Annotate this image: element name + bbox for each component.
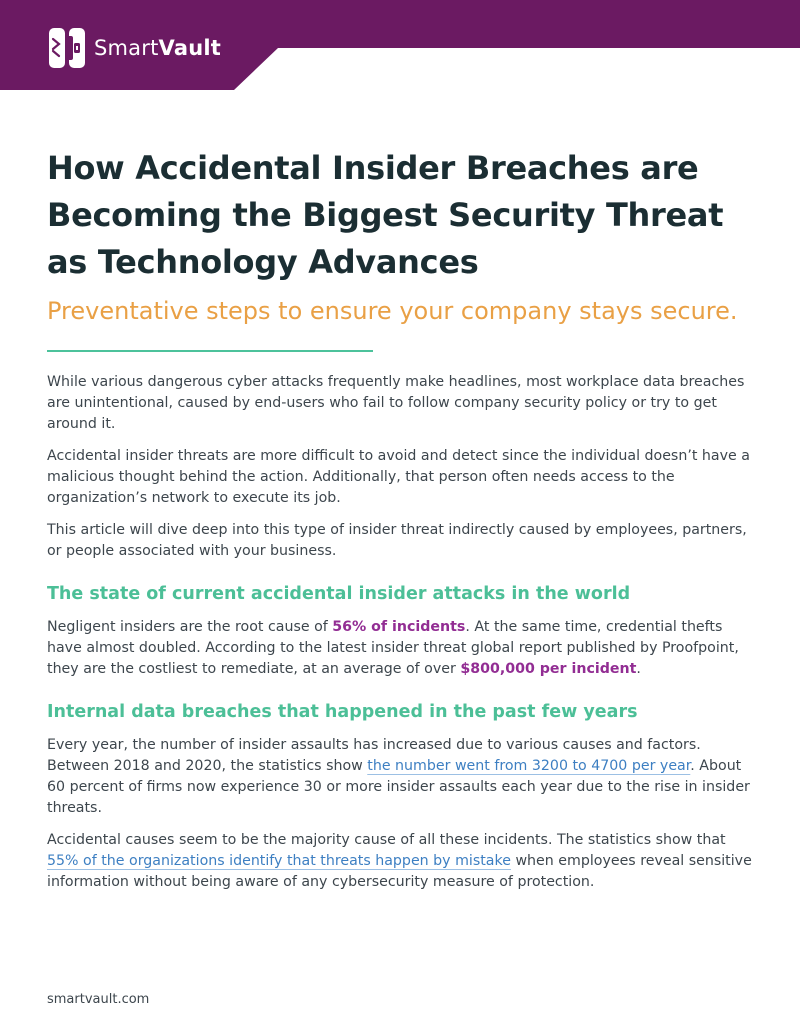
section2-paragraph-2: Accidental causes seem to be the majority cause of all these incidents. The statistics show that 55% of the organizations identify that threats happen by mistake when employees reveal sensitive information without being aware of any cybersecurity measure of protection. xyxy=(47,832,752,890)
smartvault-logo-icon xyxy=(48,27,86,69)
article xyxy=(47,145,752,904)
article-title: How Accidental Insider Breaches are Becoming the Biggest Security Threat as Technology Advances xyxy=(47,149,724,281)
stat-highlight-cost: $800,000 per incident xyxy=(460,661,637,677)
section2-paragraph-1: Every year, the number of insider assaults has increased due to various causes and factors. Between 2018 and 2020, the statistics show the number went from 3200 to 4700 per year. About 60 percent of firms now experience 30 or more insider assaults each year due to the rise in insider threats. xyxy=(47,737,750,816)
link-mistake-threats-stats[interactable]: 55% of the organizations identify that threats happen by mistake xyxy=(47,853,511,869)
smartvault-wordmark: SmartVault xyxy=(94,36,221,60)
link-insider-assault-stats[interactable]: the number went from 3200 to 4700 per year xyxy=(367,758,691,774)
smartvault-logo[interactable] xyxy=(48,27,221,69)
section-heading-past-breaches: Internal data breaches that happened in the past few years xyxy=(47,702,638,722)
intro-paragraph-3: This article will dive deep into this type of insider threat indirectly caused by employees, partners, or people associated with your business. xyxy=(47,522,747,559)
stat-highlight-incidents: 56% of incidents xyxy=(332,619,466,635)
title-divider xyxy=(47,350,373,352)
footer-url[interactable]: smartvault.com xyxy=(47,992,150,1007)
intro-paragraph-1: While various dangerous cyber attacks frequently make headlines, most workplace data breaches are unintentional, caused by end-users who fail to follow company security policy or try to get around it. xyxy=(47,374,745,432)
section-heading-current-attacks: The state of current accidental insider attacks in the world xyxy=(47,584,631,604)
header-band xyxy=(0,0,800,90)
intro-paragraph-2: Accidental insider threats are more difficult to avoid and detect since the individual doesn’t have a malicious thought behind the action. Additionally, that person often needs access to the organization’s network to execute its job. xyxy=(47,448,750,506)
section1-paragraph: Negligent insiders are the root cause of 56% of incidents. At the same time, credential thefts have almost doubled. According to the latest insider threat global report published by Proofpoint, they are the costliest to remediate, at an average of over $800,000 per incident. xyxy=(47,619,739,677)
article-subtitle: Preventative steps to ensure your company stays secure. xyxy=(47,297,738,325)
